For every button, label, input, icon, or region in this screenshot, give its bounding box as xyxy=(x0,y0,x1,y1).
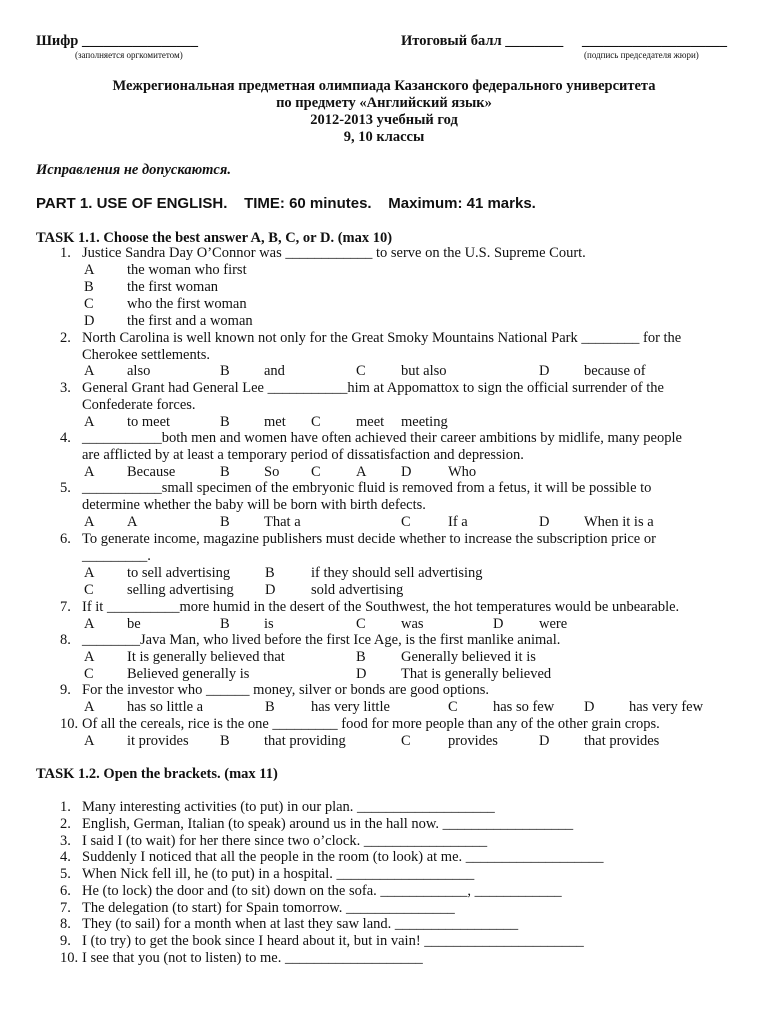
q4-opt-c: A xyxy=(356,464,367,480)
q2-opt-b: and xyxy=(264,363,285,379)
q5-text-line1: ___________small specimen of the embryonic fluid is removed from a fetus, it will be possible to xyxy=(82,480,652,496)
q9-opt-b-letter: B xyxy=(265,699,275,715)
q4-opt-d: Who xyxy=(448,464,477,480)
t12-item-text: I see that you (not to listen) to me. ___________________ xyxy=(82,950,423,966)
q2-opt-a-letter: A xyxy=(84,363,95,379)
q10-opt-c: provides xyxy=(448,733,498,749)
t12-item-text: The delegation (to start) for Spain tomorrow. _______________ xyxy=(82,900,455,916)
signature-note: (подпись председателя жюри) xyxy=(584,50,699,60)
task12-heading: TASK 1.2. Open the brackets. (max 11) xyxy=(36,766,278,782)
q1-number: 1. xyxy=(60,245,71,261)
q2-opt-d: because of xyxy=(584,363,646,379)
q3-opt-c: meet xyxy=(356,414,385,430)
q7-opt-a: be xyxy=(127,616,141,632)
q3-text-line2: Confederate forces. xyxy=(82,397,196,413)
no-corrections-notice: Исправления не допускаются. xyxy=(36,162,231,178)
q6-text-line2: _________. xyxy=(82,548,151,564)
q5-opt-b: That a xyxy=(264,514,301,530)
q9-opt-c: has so few xyxy=(493,699,555,715)
signature-line: ____________________ xyxy=(582,33,727,49)
title-line-3: 2012-2013 учебный год xyxy=(310,112,458,128)
q9-opt-d: has very few xyxy=(629,699,704,715)
q6-opt-c: selling advertising xyxy=(127,582,234,598)
q9-text: For the investor who ______ money, silver or bonds are good options. xyxy=(82,682,490,698)
q5-number: 5. xyxy=(60,480,71,496)
q7-text: If it __________more humid in the desert of the Southwest, the hot temperatures would be unbearable. xyxy=(82,599,680,615)
q5-opt-d: When it is a xyxy=(584,514,654,530)
t12-item-text: Suddenly I noticed that all the people in the room (to look) at me. ___________________ xyxy=(82,849,604,865)
q3-number: 3. xyxy=(60,380,71,396)
t12-item-number: 10. xyxy=(60,950,79,966)
q4-opt-c-letter: C xyxy=(311,464,321,480)
q7-opt-a-letter: A xyxy=(84,616,95,632)
q8-opt-d: That is generally believed xyxy=(401,666,552,682)
q10-opt-c-letter: C xyxy=(401,733,411,749)
q1-opt-c-letter: C xyxy=(84,296,94,312)
q7-opt-c-letter: C xyxy=(356,616,366,632)
q1-opt-c: who the first woman xyxy=(127,296,247,312)
q1-opt-d: the first and a woman xyxy=(127,313,253,329)
q2-opt-c: but also xyxy=(401,363,447,379)
q6-opt-d-letter: D xyxy=(265,582,276,598)
q2-opt-b-letter: B xyxy=(220,363,230,379)
q4-number: 4. xyxy=(60,430,71,446)
q3-text-line1: General Grant had General Lee ___________him at Appomattox to sign the official surrender of the xyxy=(82,380,664,396)
q9-opt-a: has so little a xyxy=(127,699,204,715)
title-line-1: Межрегиональная предметная олимпиада Казанского федерального университета xyxy=(112,78,656,94)
t12-item-number: 9. xyxy=(60,933,71,949)
q5-opt-c-letter: C xyxy=(401,514,411,530)
q1-opt-b-letter: B xyxy=(84,279,94,295)
title-line-4: 9, 10 классы xyxy=(343,129,425,145)
q9-opt-d-letter: D xyxy=(584,699,595,715)
task11-heading: TASK 1.1. Choose the best answer A, B, C, or D. (max 10) xyxy=(36,230,393,246)
q8-opt-a: It is generally believed that xyxy=(127,649,285,665)
q6-opt-b: if they should sell advertising xyxy=(311,565,483,581)
q1-text: Justice Sandra Day O’Connor was ____________ to serve on the U.S. Supreme Court. xyxy=(82,245,586,261)
q3-opt-c-letter: C xyxy=(311,414,321,430)
title-line-2: по предмету «Английский язык» xyxy=(276,95,492,111)
t12-item-text: When Nick fell ill, he (to put) in a hospital. ___________________ xyxy=(82,866,475,882)
q8-opt-d-letter: D xyxy=(356,666,367,682)
q8-opt-a-letter: A xyxy=(84,649,95,665)
q2-number: 2. xyxy=(60,330,71,346)
t12-item-text: English, German, Italian (to speak) around us in the hall now. __________________ xyxy=(82,816,574,832)
t12-item-text: Many interesting activities (to put) in our plan. ___________________ xyxy=(82,799,495,815)
t12-item-number: 1. xyxy=(60,799,71,815)
q6-opt-a-letter: A xyxy=(84,565,95,581)
q3-opt-b-letter: B xyxy=(220,414,230,430)
q1-opt-a: the woman who first xyxy=(127,262,247,278)
q6-number: 6. xyxy=(60,531,71,547)
q4-text-line1: ___________both men and women have often achieved their career ambitions by midlife, many people xyxy=(82,430,682,446)
q9-number: 9. xyxy=(60,682,71,698)
q8-opt-b: Generally believed it is xyxy=(401,649,536,665)
q10-opt-b: that providing xyxy=(264,733,346,749)
q7-opt-d: were xyxy=(539,616,568,632)
q5-opt-a: A xyxy=(127,514,138,530)
q8-number: 8. xyxy=(60,632,71,648)
q6-opt-d: sold advertising xyxy=(311,582,404,598)
q5-text-line2: determine whether the baby will be born with birth defects. xyxy=(82,497,426,513)
q7-opt-b-letter: B xyxy=(220,616,230,632)
q5-opt-c: If a xyxy=(448,514,468,530)
q2-text-line2: Cherokee settlements. xyxy=(82,347,211,363)
q3-opt-d: meeting xyxy=(401,414,448,430)
t12-item-number: 6. xyxy=(60,883,71,899)
q7-opt-d-letter: D xyxy=(493,616,504,632)
q9-opt-c-letter: C xyxy=(448,699,458,715)
q7-opt-b: is xyxy=(264,616,274,632)
t12-item-number: 4. xyxy=(60,849,71,865)
q8-text: ________Java Man, who lived before the first Ice Age, is the first manlike animal. xyxy=(82,632,561,648)
q4-opt-d-letter: D xyxy=(401,464,412,480)
q8-opt-b-letter: B xyxy=(356,649,366,665)
part1-heading: PART 1. USE OF ENGLISH. TIME: 60 minutes. Maximum: 41 marks. xyxy=(36,195,536,212)
q8-opt-c: Believed generally is xyxy=(127,666,250,682)
t12-item-number: 7. xyxy=(60,900,71,916)
q10-opt-a-letter: A xyxy=(84,733,95,749)
cipher-note: (заполняется оргкомитетом) xyxy=(75,50,183,60)
q4-text-line2: are afflicted by at least a temporary period of dissatisfaction and depression. xyxy=(82,447,524,463)
t12-item-text: I (to try) to get the book since I heard about it, but in vain! ______________________ xyxy=(82,933,584,949)
q3-opt-a: to meet xyxy=(127,414,171,430)
q7-number: 7. xyxy=(60,599,71,615)
q4-opt-b-letter: B xyxy=(220,464,230,480)
q10-opt-b-letter: B xyxy=(220,733,230,749)
q10-text: Of all the cereals, rice is the one _________ food for more people than any of the other grain crops. xyxy=(82,716,660,732)
q2-text-line1: North Carolina is well known not only for the Great Smoky Mountains National Park ________ for the xyxy=(82,330,682,346)
t12-item-number: 5. xyxy=(60,866,71,882)
q5-opt-b-letter: B xyxy=(220,514,230,530)
q4-opt-b: So xyxy=(264,464,280,480)
t12-item-text: He (to lock) the door and (to sit) down on the sofa. ____________, ____________ xyxy=(82,883,562,899)
q7-opt-c: was xyxy=(401,616,424,632)
q4-opt-a: Because xyxy=(127,464,176,480)
q2-opt-d-letter: D xyxy=(539,363,550,379)
q6-opt-c-letter: C xyxy=(84,582,94,598)
q2-opt-a: also xyxy=(127,363,151,379)
q2-opt-c-letter: C xyxy=(356,363,366,379)
t12-item-number: 8. xyxy=(60,916,71,932)
t12-item-text: I said I (to wait) for her there since two o’clock. _________________ xyxy=(82,833,488,849)
q10-number: 10. xyxy=(60,716,79,732)
q8-opt-c-letter: C xyxy=(84,666,94,682)
t12-item-number: 2. xyxy=(60,816,71,832)
q3-opt-b: met xyxy=(264,414,286,430)
t12-item-text: They (to sail) for a month when at last they saw land. _________________ xyxy=(82,916,519,932)
q6-opt-b-letter: B xyxy=(265,565,275,581)
t12-item-number: 3. xyxy=(60,833,71,849)
q9-opt-b: has very little xyxy=(311,699,390,715)
q10-opt-d-letter: D xyxy=(539,733,550,749)
q3-opt-a-letter: A xyxy=(84,414,95,430)
q1-opt-b: the first woman xyxy=(127,279,219,295)
q1-opt-d-letter: D xyxy=(84,313,95,329)
q1-opt-a-letter: A xyxy=(84,262,95,278)
q9-opt-a-letter: A xyxy=(84,699,95,715)
q6-opt-a: to sell advertising xyxy=(127,565,231,581)
q10-opt-d: that provides xyxy=(584,733,660,749)
q6-text-line1: To generate income, magazine publishers must decide whether to increase the subscription price or xyxy=(82,531,656,547)
q4-opt-a-letter: A xyxy=(84,464,95,480)
cipher-label: Шифр ________________ xyxy=(36,33,198,49)
q5-opt-d-letter: D xyxy=(539,514,550,530)
q5-opt-a-letter: A xyxy=(84,514,95,530)
score-label: Итоговый балл ________ xyxy=(401,33,564,49)
q10-opt-a: it provides xyxy=(127,733,189,749)
